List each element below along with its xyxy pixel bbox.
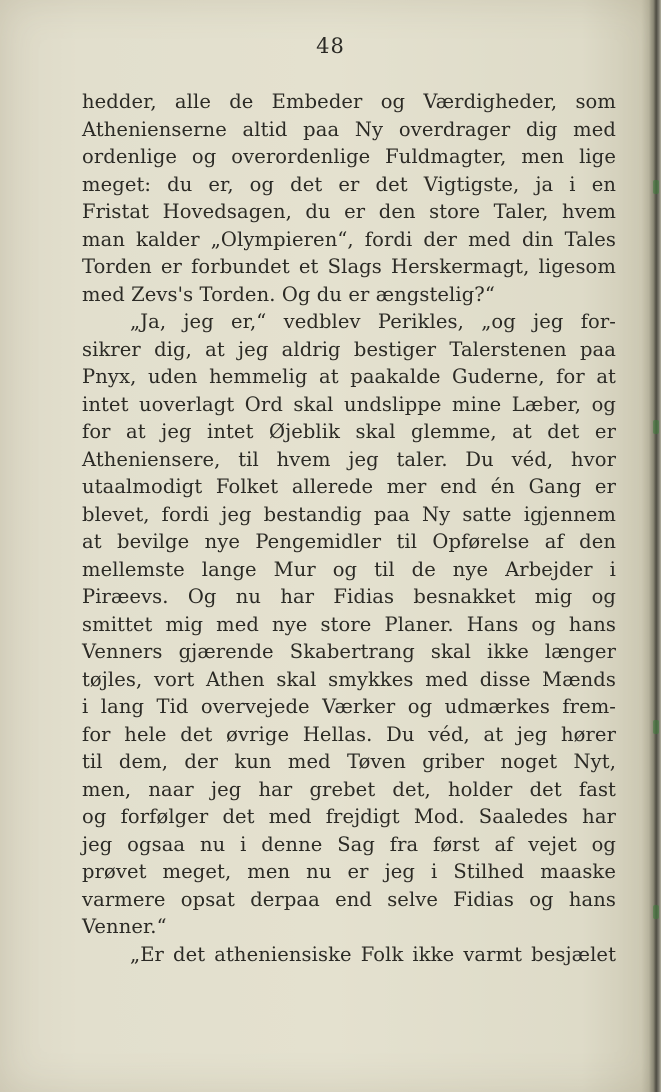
- text-line: at bevilge nye Pengemidler til Opførelse af den: [82, 530, 616, 553]
- text-line: sikrer dig, at jeg aldrig bestiger Talerstenen paa: [82, 337, 616, 361]
- page-number: 48: [316, 34, 345, 58]
- text-line: for at jeg intet Øjeblik skal glemme, at det er: [82, 420, 616, 443]
- edge-stain: [653, 720, 659, 734]
- text-line: Piræevs. Og nu har Fidias besnakket mig og: [82, 585, 616, 608]
- text-line: utaalmodigt Folket allerede mer end én Gang er: [82, 475, 616, 498]
- text-line: prøvet meget, men nu er jeg i Stilhed maaske: [82, 860, 616, 883]
- text-line: Pnyx, uden hemmelig at paakalde Guderne, for at: [82, 365, 616, 388]
- text-line: Venner.“: [82, 915, 167, 938]
- text-line: men, naar jeg har grebet det, holder det fast: [82, 777, 616, 801]
- body-text: [82, 88, 616, 968]
- text-line: „Ja, jeg er,“ vedblev Perikles, „og jeg for-: [130, 310, 616, 333]
- text-line: blevet, fordi jeg bestandig paa Ny satte igjennem: [82, 502, 616, 526]
- text-line: Fristat Hovedsagen, du er den store Taler, hvem: [82, 200, 616, 223]
- edge-stain: [653, 180, 659, 194]
- text-line: man kalder „Olympieren“, fordi der med din Tales: [82, 227, 616, 251]
- text-line: for hele det øvrige Hellas. Du véd, at jeg hører: [82, 722, 616, 746]
- text-line: meget: du er, og det er det Vigtigste, ja i en: [82, 172, 616, 196]
- text-line: Athenienserne altid paa Ny overdrager dig med: [82, 117, 616, 141]
- text-line: med Zevs's Torden. Og du er ængstelig?“: [82, 282, 495, 306]
- edge-stain: [653, 420, 659, 434]
- page-edge: [649, 0, 661, 1092]
- text-line: til dem, der kun med Tøven griber noget Nyt,: [82, 750, 616, 773]
- text-line: tøjles, vort Athen skal smykkes med disse Mænds: [82, 667, 616, 691]
- text-line: varmere opsat derpaa end selve Fidias og hans: [82, 887, 616, 911]
- text-line: ordenlige og overordenlige Fuldmagter, men lige: [82, 145, 616, 168]
- text-line: hedder, alle de Embeder og Værdigheder, som: [82, 90, 616, 113]
- text-line: mellemste lange Mur og til de nye Arbejder i: [82, 557, 616, 581]
- text-line: Atheniensere, til hvem jeg taler. Du véd, hvor: [82, 447, 616, 471]
- text-line: og forfølger det med frejdigt Mod. Saaledes har: [82, 805, 616, 828]
- edge-stain: [653, 905, 659, 919]
- text-line: Torden er forbundet et Slags Herskermagt, ligesom: [82, 255, 616, 278]
- text-line: Venners gjærende Skabertrang skal ikke længer: [82, 640, 616, 663]
- text-line: smittet mig med nye store Planer. Hans og hans: [82, 612, 616, 636]
- text-line: i lang Tid overvejede Værker og udmærkes frem-: [82, 695, 616, 718]
- text-line: jeg ogsaa nu i denne Sag fra først af vejet og: [82, 832, 616, 856]
- text-line: „Er det atheniensiske Folk ikke varmt besjælet: [130, 942, 616, 966]
- text-line: intet uoverlagt Ord skal undslippe mine Læber, og: [82, 392, 616, 416]
